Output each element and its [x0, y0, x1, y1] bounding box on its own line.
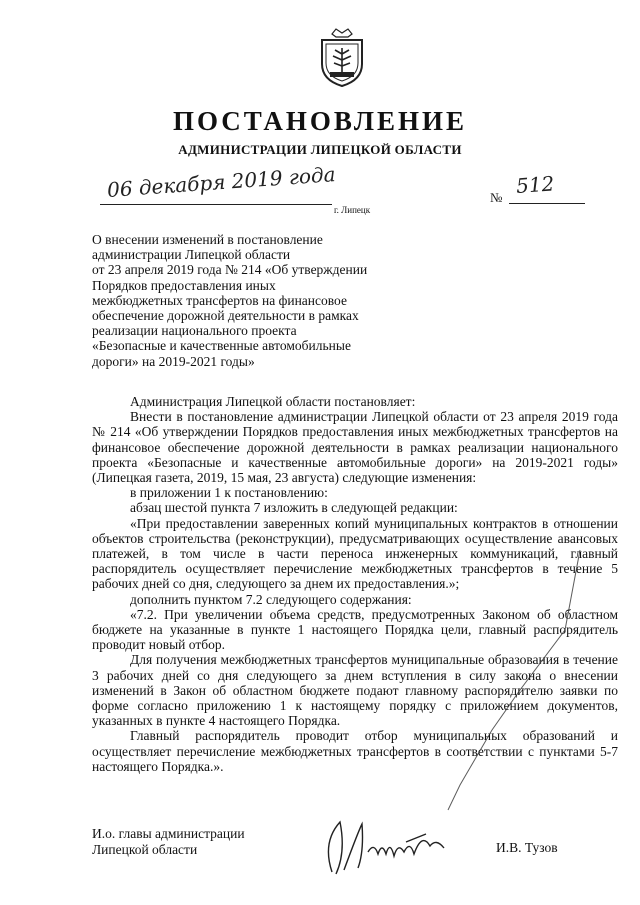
paragraph: Для получения межбюджетных трансфертов муниципальные образования в течение 3 рабочих дней со дня следующего за днем вступления в силу закона о внесении изменений в Закон об областном бюджете подают главному распорядителю заявки по форме согласно приложению 1 к настоящему порядку с приложением документов, указанных в пункте 4 настоящего Порядка. [92, 652, 618, 729]
preamble-line: Порядков предоставления иных [92, 277, 276, 293]
signature-position-line: Липецкой области [92, 842, 198, 857]
paragraph: Администрация Липецкой области постановляет: [130, 394, 416, 409]
paragraph: в приложении 1 к постановлению: [130, 485, 328, 501]
paragraph: Внести в постановление администрации Липецкой области от 23 апреля 2019 года № 214 «Об утверждении Порядков предоставления иных межбюджетных трансфертов на финансовое обеспечение дорожной деятельности в рамках реализации национального проекта «Безопасные и качественные автомобильные дороги» на 2019-2021 годы» (Липецкая газета, 2019, 15 мая, 23 августа) следующие изменения: [92, 409, 618, 486]
coat-of-arms-icon [318, 28, 366, 88]
preamble-line: обеспечение дорожной деятельности в рамках [92, 308, 359, 324]
number-underline [509, 203, 585, 204]
preamble-line: от 23 апреля 2019 года № 214 «Об утверждении [92, 262, 368, 278]
signer-name: И.В. Тузов [496, 840, 558, 855]
date-handwritten: 06 декабря 2019 года [106, 162, 337, 202]
paragraph: «7.2. При увеличении объема средств, предусмотренных Законом об областном бюджете на указанные в пункте 1 настоящего Порядка цели, главный распорядитель проводит новый отбор. [92, 606, 618, 653]
date-underline [100, 204, 332, 205]
city-label: г. Липецк [334, 205, 371, 215]
preamble [92, 232, 392, 369]
paragraph: дополнить пунктом 7.2 следующего содержания: [130, 591, 412, 607]
paragraph: Главный распорядитель проводит отбор муниципальных образований и осуществляет перечисление межбюджетных трансфертов в соответствии с пунктами 5-7 настоящего Порядка.». [92, 728, 618, 774]
paragraph: абзац шестой пункта 7 изложить в следующей редакции: [130, 500, 458, 516]
pen-stroke [400, 520, 600, 820]
preamble-line: О внесении изменений в постановление [92, 232, 323, 247]
preamble-line: реализации национального проекта [92, 323, 297, 339]
preamble-line: администрации Липецкой области [92, 247, 291, 263]
number-handwritten: 512 [515, 171, 556, 198]
document-title: ПОСТАНОВЛЕНИЕ [172, 106, 468, 136]
signature-position [92, 826, 245, 858]
number-label: № [490, 190, 503, 205]
document-subtitle: АДМИНИСТРАЦИИ ЛИПЕЦКОЙ ОБЛАСТИ [178, 142, 462, 157]
preamble-line: межбюджетных трансфертов на финансовое [92, 292, 347, 308]
signature-position-line: И.о. главы администрации [92, 826, 245, 841]
handwritten-signature [318, 812, 468, 880]
paragraph: «При предоставлении заверенных копий муниципальных контрактов в отношении объектов строительства (реконструкции), предусматривающих осуществление авансовых платежей, в том числе в части переноса инженерных коммуникаций, главный распорядитель осуществляет перечисление межбюджетных трансфертов в течение 5 рабочих дней со дня, следующего за днем их предоставления.»; [92, 515, 618, 592]
preamble-line: «Безопасные и качественные автомобильные [92, 338, 351, 354]
preamble-line: дороги» на 2019-2021 годы» [92, 353, 255, 369]
